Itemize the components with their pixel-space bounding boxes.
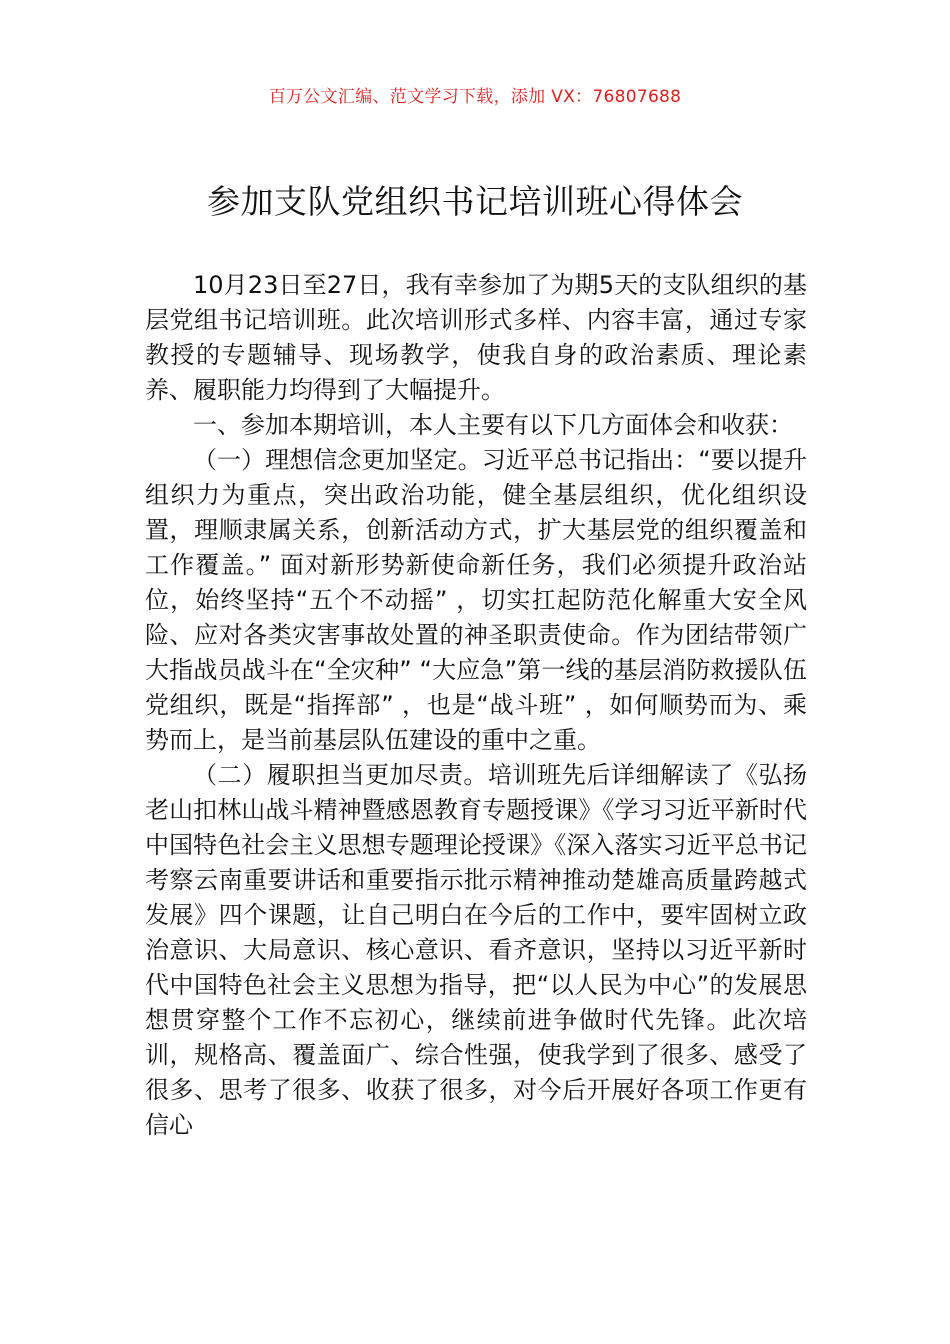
paragraph-point-1: （一）理想信念更加坚定。习近平总书记指出：“要以提升组织力为重点，突出政治功能，健全基层组织，优化组织设置，理顺隶属关系，创新活动方式，扩大基层党的组织覆盖和工作覆盖。” 面对新形势新使命新任务，我们必须提升政治站位，始终坚持“五个不动摇” ，切实扛起防范化解重大安全风险、应对各类灾害事故处置的神圣职责使命。作为团结带领广大指战员战斗在“全灾种” “大应急”第一线的基层消防救援队伍党组织，既是“指挥部” ，也是“战斗班” ，如何顺势而为、乘势而上，是当前基层队伍建设的重中之重。 — [145, 446, 807, 754]
header-banner: 百万公文汇编、范文学习下载，添加 VX：76807688 — [268, 87, 682, 107]
paragraph-point-2: （二）履职担当更加尽责。培训班先后详细解读了《弘扬老山扣林山战斗精神暨感恩教育专题授课》《学习习近平新时代中国特色社会主义思想专题理论授课》《深入落实习近平总书记考察云南重要讲话和重要指示批示精神推动楚雄高质量跨越式发展》四个课题，让自己明白在今后的工作中，要牢固树立政治意识、大局意识、核心意识、看齐意识，坚持以习近平新时代中国特色社会主义思想为指导，把“以人民为中心”的发展思想贯穿整个工作不忘初心，继续前进争做时代先锋。此次培训，规格高、覆盖面广、综合性强，使我学到了很多、感受了很多、思考了很多、收获了很多，对今后开展好各项工作更有信心 — [145, 761, 807, 1139]
document-title: 参加支队党组织书记培训班心得体会 — [207, 182, 743, 221]
paragraph-intro: 10月23日至27日，我有幸参加了为期5天的支队组织的基层党组书记培训班。此次培训形式多样、内容丰富，通过专家教授的专题辅导、现场教学，使我自身的政治素质、理论素养、履职能力均得到了大幅提升。 — [145, 271, 807, 404]
document-body — [145, 268, 807, 1143]
paragraph-section-heading: 一、参加本期培训，本人主要有以下几方面体会和收获： — [193, 411, 793, 439]
